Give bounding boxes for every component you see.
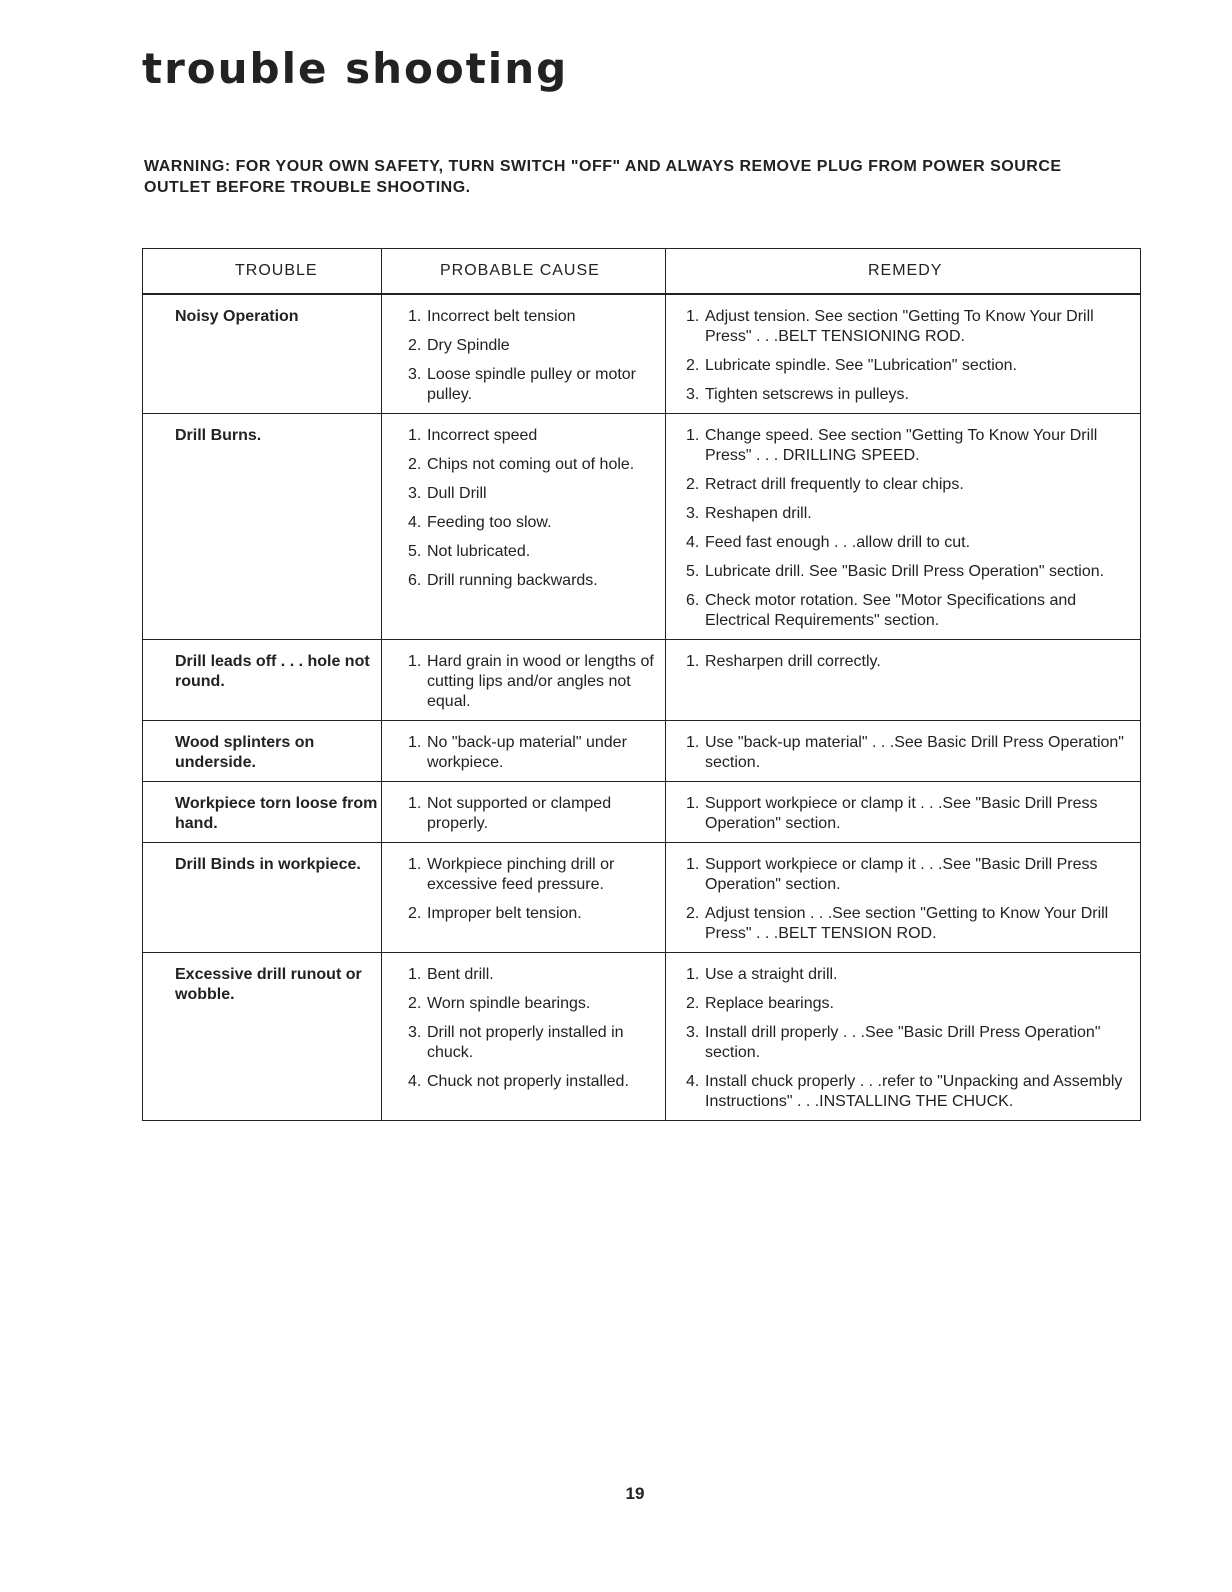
- remedy-item: [686, 904, 1134, 944]
- page-number: 19: [625, 1484, 645, 1503]
- cause-item: [408, 794, 659, 834]
- cause-item-number: 3.: [408, 1024, 422, 1041]
- cause-item-text: No "back-up material" under workpiece.: [427, 734, 627, 771]
- cause-item: [408, 455, 659, 475]
- cause-item: [408, 336, 659, 356]
- cause-cell: [382, 953, 666, 1121]
- remedy-item: [686, 733, 1134, 773]
- remedy-item-number: 2.: [686, 476, 700, 493]
- cause-item-number: 4.: [408, 1073, 422, 1090]
- table-row: [143, 843, 1141, 953]
- cause-item: [408, 965, 659, 985]
- remedy-item: [686, 855, 1134, 895]
- cause-item: [408, 733, 659, 773]
- table-row: [143, 721, 1141, 782]
- cause-item: [408, 1023, 659, 1063]
- remedy-cell: [666, 721, 1141, 782]
- cause-item-number: 3.: [408, 485, 422, 502]
- remedy-item-number: 1.: [686, 308, 700, 325]
- remedy-item-number: 1.: [686, 427, 700, 444]
- remedy-item: [686, 356, 1134, 376]
- cause-item-text: Workpiece pinching drill or excessive feed pressure.: [427, 856, 615, 893]
- remedy-item: [686, 652, 1134, 672]
- remedy-item-number: 1.: [686, 856, 700, 873]
- remedy-item-number: 3.: [686, 386, 700, 403]
- cause-item: [408, 426, 659, 446]
- remedy-item-number: 2.: [686, 905, 700, 922]
- cause-item-text: Feeding too slow.: [427, 514, 552, 531]
- cause-item-text: Improper belt tension.: [427, 905, 582, 922]
- remedy-item-number: 1.: [686, 653, 700, 670]
- cause-item-number: 1.: [408, 856, 422, 873]
- cause-item-text: Loose spindle pulley or motor pulley.: [427, 366, 637, 403]
- cause-item-number: 1.: [408, 734, 422, 751]
- remedy-item-text: Adjust tension . . .See section "Getting to Know Your Drill Press" . . .BELT TENSION ROD.: [705, 905, 1109, 942]
- remedy-cell: [666, 414, 1141, 640]
- remedy-item: [686, 307, 1134, 347]
- header-remedy: REMEDY: [666, 249, 1141, 295]
- cause-item-text: Incorrect belt tension: [427, 308, 576, 325]
- cause-item-text: Dull Drill: [427, 485, 487, 502]
- cause-item-number: 2.: [408, 456, 422, 473]
- cause-item-text: Chuck not properly installed.: [427, 1073, 629, 1090]
- remedy-item-text: Use a straight drill.: [705, 966, 838, 983]
- remedy-item: [686, 475, 1134, 495]
- cause-item-number: 5.: [408, 543, 422, 560]
- remedy-item-text: Lubricate spindle. See "Lubrication" section.: [705, 357, 1017, 374]
- trouble-shooting-table: [142, 248, 1141, 1121]
- cause-item-text: Drill not properly installed in chuck.: [427, 1024, 624, 1061]
- remedy-item-text: Reshapen drill.: [705, 505, 812, 522]
- remedy-item-number: 4.: [686, 534, 700, 551]
- remedy-item: [686, 504, 1134, 524]
- table-body: [143, 294, 1141, 1121]
- remedy-item-text: Resharpen drill correctly.: [705, 653, 881, 670]
- trouble-cell: Drill Binds in workpiece.: [143, 843, 382, 953]
- cause-item: [408, 542, 659, 562]
- cause-cell: [382, 721, 666, 782]
- page-title: trouble shooting: [142, 44, 569, 93]
- trouble-cell: Workpiece torn loose from hand.: [143, 782, 382, 843]
- cause-item: [408, 855, 659, 895]
- remedy-item: [686, 994, 1134, 1014]
- remedy-item-number: 1.: [686, 795, 700, 812]
- cause-item: [408, 484, 659, 504]
- remedy-item-number: 3.: [686, 1024, 700, 1041]
- cause-item-number: 3.: [408, 366, 422, 383]
- remedy-item-number: 5.: [686, 563, 700, 580]
- cause-item-number: 1.: [408, 653, 422, 670]
- remedy-item-number: 3.: [686, 505, 700, 522]
- remedy-cell: [666, 843, 1141, 953]
- cause-item: [408, 365, 659, 405]
- remedy-item-number: 6.: [686, 592, 700, 609]
- cause-item-text: Drill running backwards.: [427, 572, 598, 589]
- remedy-item-text: Lubricate drill. See "Basic Drill Press Operation" section.: [705, 563, 1105, 580]
- cause-item-number: 1.: [408, 795, 422, 812]
- remedy-item-number: 2.: [686, 995, 700, 1012]
- remedy-item: [686, 1023, 1134, 1063]
- trouble-cell: Drill leads off . . . hole not round.: [143, 640, 382, 721]
- remedy-item: [686, 1072, 1134, 1112]
- cause-item: [408, 571, 659, 591]
- remedy-item: [686, 562, 1134, 582]
- header-probable-cause: PROBABLE CAUSE: [382, 249, 666, 295]
- cause-cell: [382, 640, 666, 721]
- remedy-cell: [666, 640, 1141, 721]
- trouble-cell: Excessive drill runout or wobble.: [143, 953, 382, 1121]
- table-row: [143, 782, 1141, 843]
- cause-item-text: Chips not coming out of hole.: [427, 456, 635, 473]
- warning-line-1: WARNING: FOR YOUR OWN SAFETY, TURN SWITCH "OFF" AND ALWAYS REMOVE PLUG FROM POWER SOURCE: [144, 158, 1062, 175]
- remedy-item-text: Install drill properly . . .See "Basic Drill Press Operation" section.: [705, 1024, 1101, 1061]
- cause-cell: [382, 414, 666, 640]
- table-row: [143, 414, 1141, 640]
- remedy-item-text: Install chuck properly . . .refer to "Unpacking and Assembly Instructions" . . .INSTALLING THE CHUCK.: [705, 1073, 1123, 1110]
- cause-item: [408, 513, 659, 533]
- remedy-item-text: Check motor rotation. See "Motor Specifications and Electrical Requirements" section.: [705, 592, 1077, 629]
- remedy-item: [686, 385, 1134, 405]
- table-row: [143, 640, 1141, 721]
- remedy-item: [686, 591, 1134, 631]
- cause-cell: [382, 294, 666, 414]
- cause-item: [408, 652, 659, 712]
- cause-item-number: 2.: [408, 905, 422, 922]
- cause-item-text: Dry Spindle: [427, 337, 510, 354]
- trouble-cell: Wood splinters on underside.: [143, 721, 382, 782]
- cause-item-number: 2.: [408, 995, 422, 1012]
- cause-item: [408, 1072, 659, 1092]
- remedy-item-text: Feed fast enough . . .allow drill to cut.: [705, 534, 971, 551]
- remedy-item: [686, 533, 1134, 553]
- table-row: [143, 294, 1141, 414]
- cause-cell: [382, 843, 666, 953]
- remedy-item-number: 1.: [686, 734, 700, 751]
- cause-cell: [382, 782, 666, 843]
- remedy-item-text: Adjust tension. See section "Getting To Know Your Drill Press" . . .BELT TENSIONING ROD.: [705, 308, 1094, 345]
- cause-item-number: 2.: [408, 337, 422, 354]
- cause-item-number: 1.: [408, 966, 422, 983]
- header-trouble: TROUBLE: [143, 249, 382, 295]
- remedy-item-text: Retract drill frequently to clear chips.: [705, 476, 964, 493]
- remedy-cell: [666, 953, 1141, 1121]
- remedy-item-text: Tighten setscrews in pulleys.: [705, 386, 909, 403]
- remedy-item: [686, 794, 1134, 834]
- warning-line-2: OUTLET BEFORE TROUBLE SHOOTING.: [144, 179, 471, 196]
- cause-item: [408, 904, 659, 924]
- remedy-item: [686, 965, 1134, 985]
- cause-item-text: Incorrect speed: [427, 427, 538, 444]
- remedy-item-number: 1.: [686, 966, 700, 983]
- cause-item-text: Not supported or clamped properly.: [427, 795, 612, 832]
- trouble-cell: Noisy Operation: [143, 294, 382, 414]
- safety-warning: [144, 156, 1144, 198]
- remedy-item-text: Change speed. See section "Getting To Know Your Drill Press" . . . DRILLING SPEED.: [705, 427, 1098, 464]
- cause-item-text: Hard grain in wood or lengths of cutting lips and/or angles not equal.: [427, 653, 654, 710]
- remedy-item-number: 4.: [686, 1073, 700, 1090]
- cause-item-text: Worn spindle bearings.: [427, 995, 591, 1012]
- cause-item-number: 6.: [408, 572, 422, 589]
- cause-item-number: 1.: [408, 427, 422, 444]
- trouble-cell: Drill Burns.: [143, 414, 382, 640]
- table-header-row: [143, 249, 1141, 295]
- table-row: [143, 953, 1141, 1121]
- cause-item-number: 4.: [408, 514, 422, 531]
- cause-item-text: Bent drill.: [427, 966, 494, 983]
- remedy-item-text: Replace bearings.: [705, 995, 834, 1012]
- remedy-item-text: Use "back-up material" . . .See Basic Drill Press Operation" section.: [705, 734, 1124, 771]
- cause-item-number: 1.: [408, 308, 422, 325]
- remedy-item-text: Support workpiece or clamp it . . .See "Basic Drill Press Operation" section.: [705, 856, 1098, 893]
- remedy-item-number: 2.: [686, 357, 700, 374]
- remedy-cell: [666, 782, 1141, 843]
- cause-item: [408, 307, 659, 327]
- cause-item: [408, 994, 659, 1014]
- remedy-item-text: Support workpiece or clamp it . . .See "Basic Drill Press Operation" section.: [705, 795, 1098, 832]
- remedy-item: [686, 426, 1134, 466]
- remedy-cell: [666, 294, 1141, 414]
- cause-item-text: Not lubricated.: [427, 543, 531, 560]
